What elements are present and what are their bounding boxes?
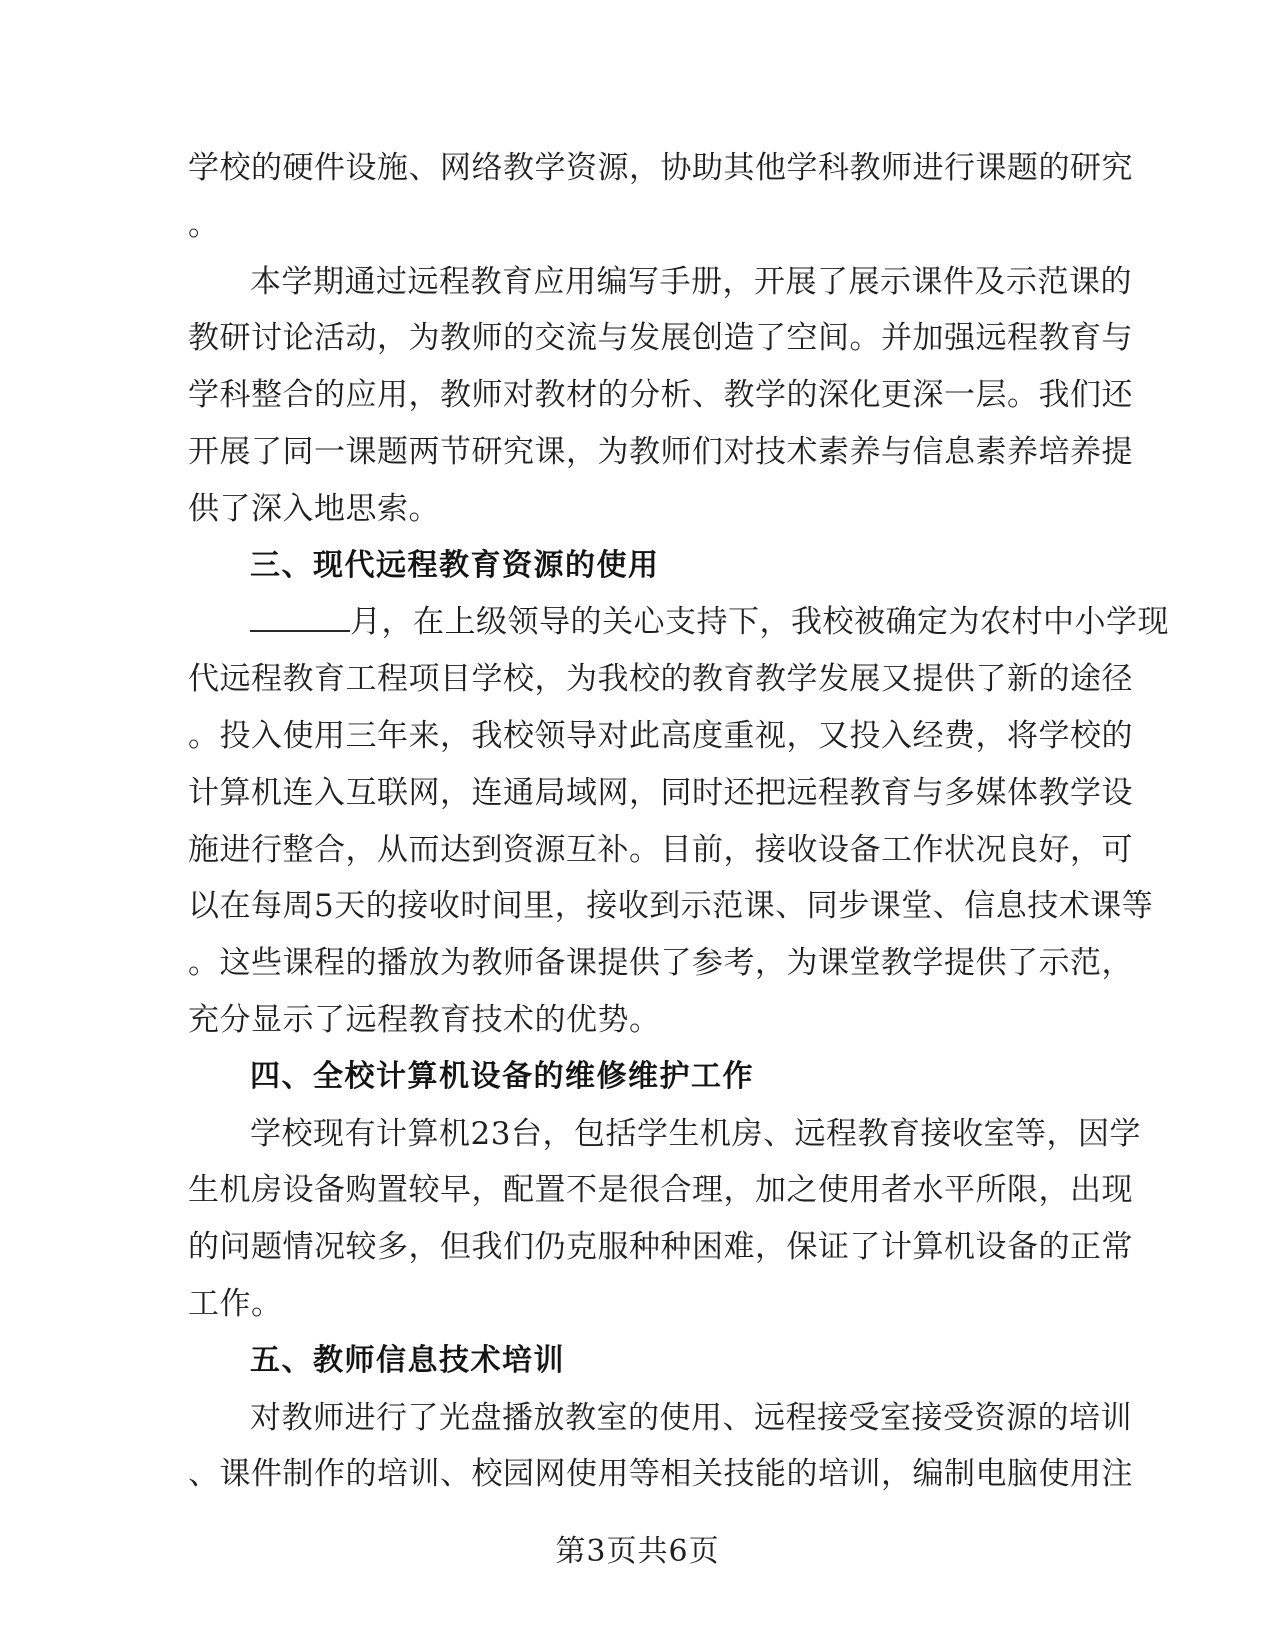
text-line: 供了深入地思索。 bbox=[188, 490, 440, 527]
text-line: 的问题情况较多，但我们仍克服种种困难，保证了计算机设备的正常 bbox=[188, 1229, 1133, 1266]
text-line: 本学期通过远程教育应用编写手册，开展了展示课件及示范课的 bbox=[250, 263, 1132, 300]
text-line: 生机房设备购置较早，配置不是很合理，加之使用者水平所限，出现 bbox=[188, 1172, 1133, 1209]
text-line: 充分显示了远程教育技术的优势。 bbox=[188, 1001, 661, 1038]
text-line: 施进行整合，从而达到资源互补。目前，接收设备工作状况良好，可 bbox=[188, 831, 1133, 868]
text-line: 。这些课程的播放为教师备课提供了参考，为课堂教学提供了示范， bbox=[188, 945, 1133, 982]
text-line: 教研讨论活动，为教师的交流与发展创造了空间。并加强远程教育与 bbox=[188, 320, 1133, 357]
text-line: 、课件制作的培训、校园网使用等相关技能的培训，编制电脑使用注 bbox=[188, 1456, 1133, 1493]
text-line: 开展了同一课题两节研究课，为教师们对技术素养与信息素养培养提 bbox=[188, 433, 1133, 470]
section-heading: 四、全校计算机设备的维修维护工作 bbox=[250, 1058, 754, 1094]
page-footer bbox=[0, 1534, 1275, 1570]
text-line: 。投入使用三年来，我校领导对此高度重视，又投入经费，将学校的 bbox=[188, 717, 1133, 754]
text-line: 月，在上级领导的关心支持下，我校被确定为农村中小学现 bbox=[188, 594, 1138, 651]
text-line: 对教师进行了光盘播放教室的使用、远程接受室接受资源的培训 bbox=[250, 1399, 1132, 1436]
section-heading: 五、教师信息技术培训 bbox=[250, 1342, 565, 1378]
document-body bbox=[188, 140, 1169, 1503]
text-line: 代远程教育工程项目学校，为我校的教育教学发展又提供了新的途径 bbox=[188, 661, 1133, 698]
text-line: 学校现有计算机23台，包括学生机房、远程教育接收室等，因学 bbox=[250, 1115, 1141, 1152]
text-line: 学校的硬件设施、网络教学资源，协助其他学科教师进行课题的研究 bbox=[188, 150, 1133, 186]
text-line: 工作。 bbox=[188, 1285, 283, 1322]
section-heading: 三、现代远程教育资源的使用 bbox=[250, 547, 660, 583]
text-line: 计算机连入互联网，连通局域网，同时还把远程教育与多媒体教学设 bbox=[188, 774, 1133, 811]
text-line: 。 bbox=[188, 206, 220, 243]
text-line: 以在每周5天的接收时间里，接收到示范课、同步课堂、信息技术课等 bbox=[188, 888, 1154, 925]
blank-underline bbox=[250, 629, 350, 632]
text-line: 学科整合的应用，教师对教材的分析、教学的深化更深一层。我们还 bbox=[188, 377, 1133, 414]
page-number-label: 第3页共6页 bbox=[555, 1534, 720, 1569]
